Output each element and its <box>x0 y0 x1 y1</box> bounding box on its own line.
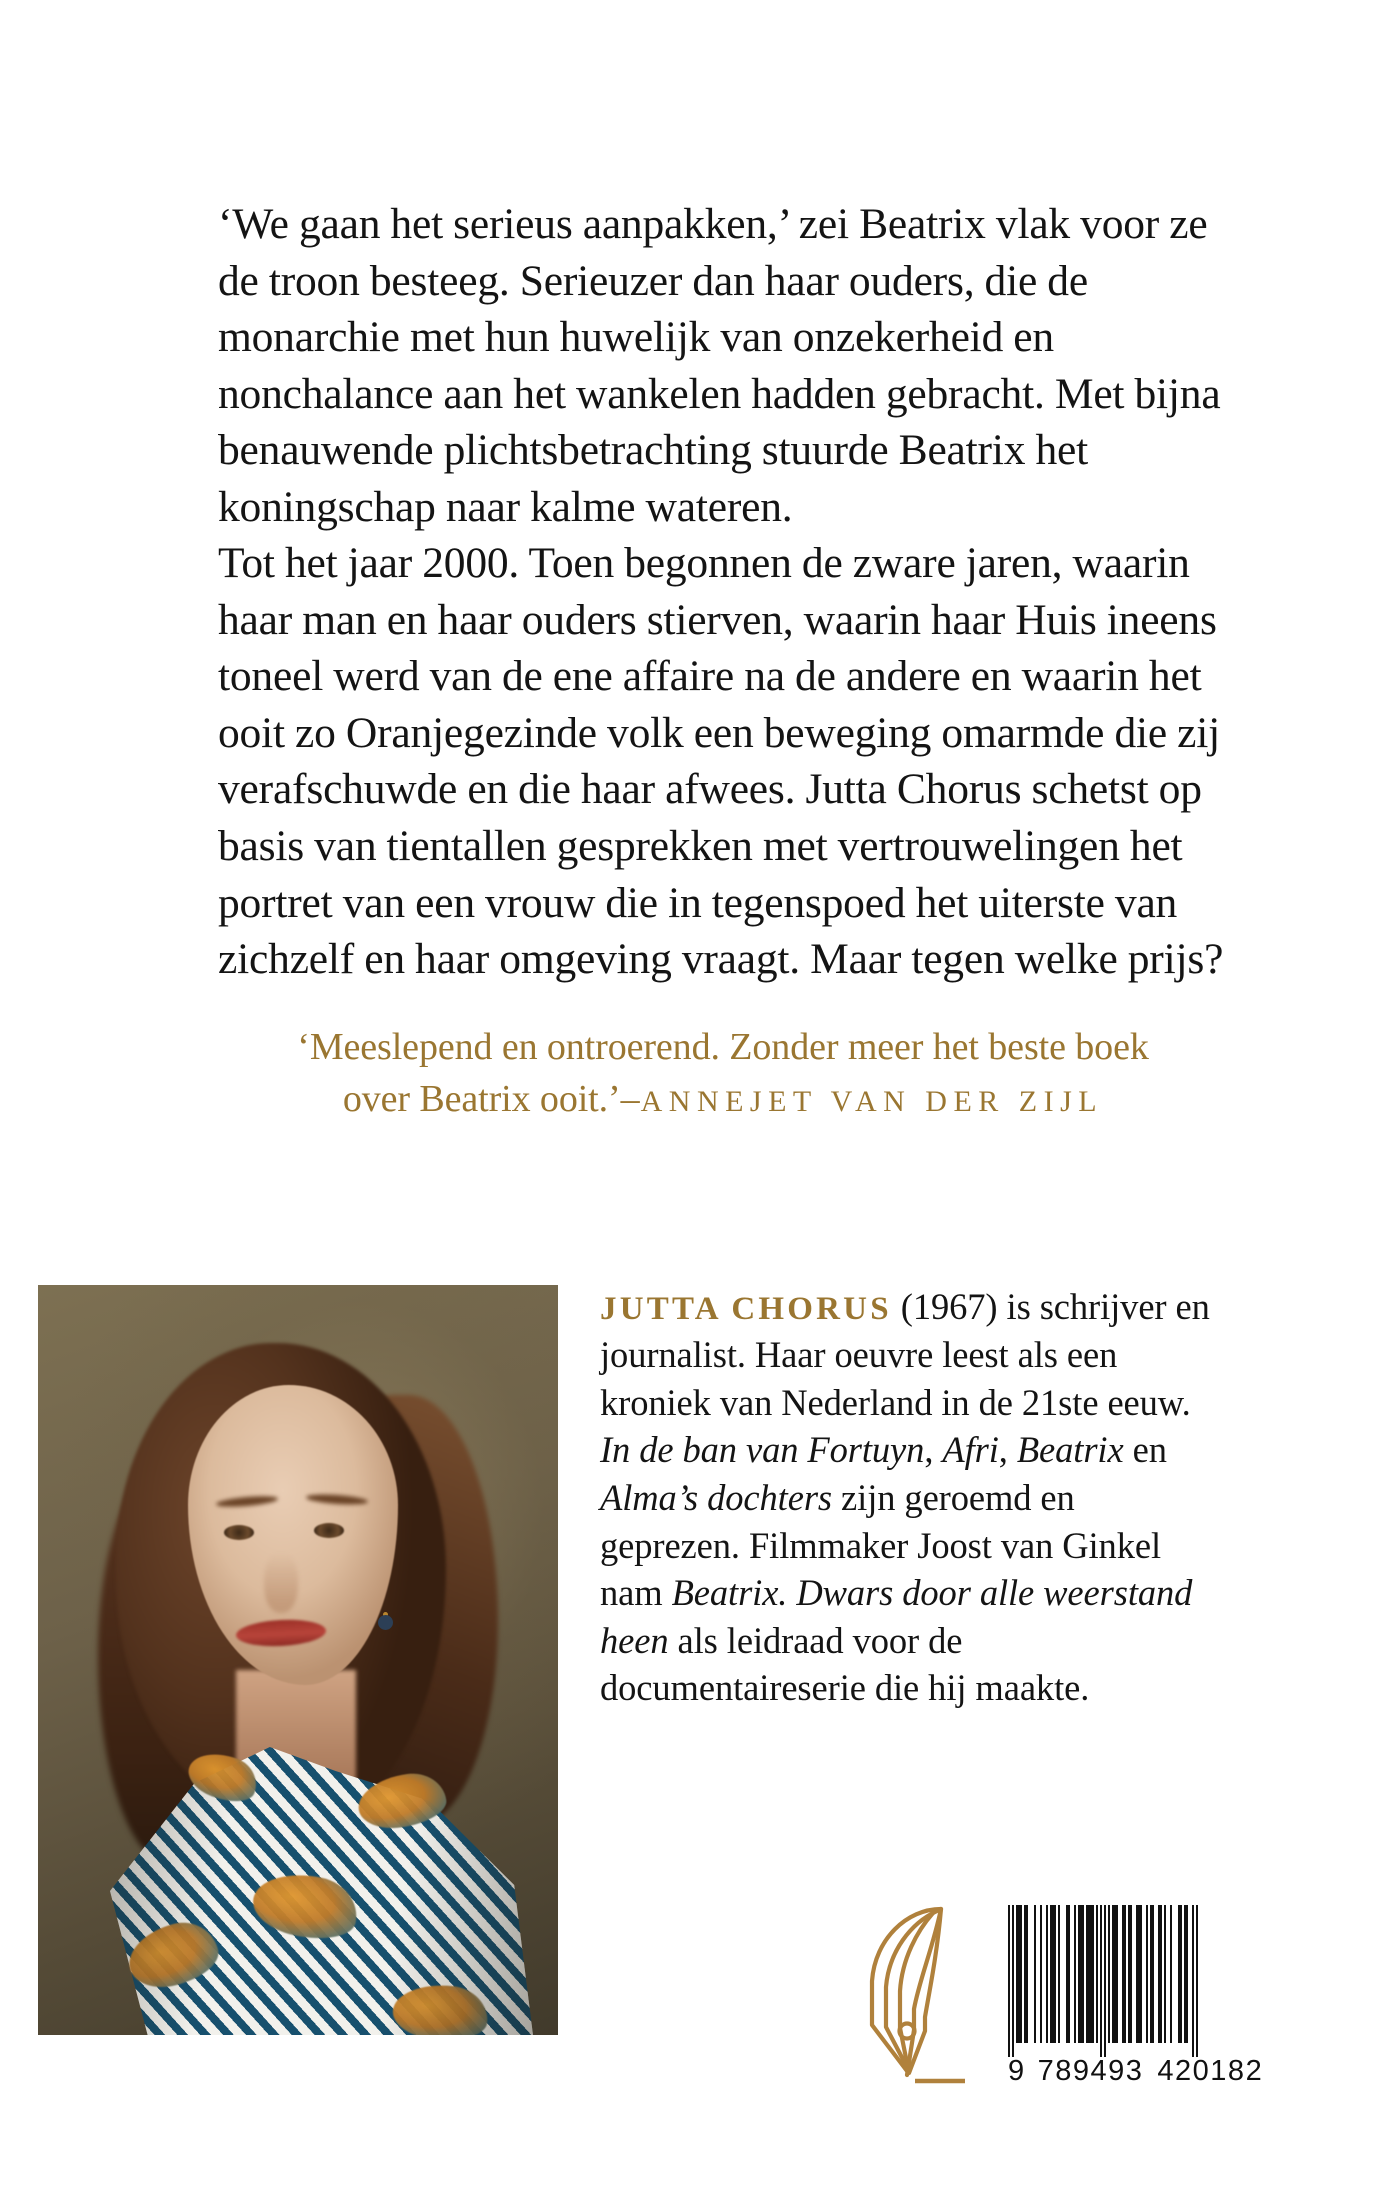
blurb-paragraph-2: Tot het jaar 2000. Toen begonnen de zware jaren, waarin haar man en haar ouders stierven, waarin haar Huis ineens toneel werd van de ene affaire na de andere en waarin het ooit zo Oranjegezinde volk een beweging omarmde die zij verafschuwde en die haar afwees. Jutta Chorus schetst op basis van tientallen gesprekken met vertrouwelingen het portret van een vrouw die in tegenspoed het uiterste van zichzelf en haar omgeving vraagt. Maar tegen welke prijs? <box>218 539 1224 984</box>
portrait-earring <box>378 1615 393 1630</box>
blurb-section <box>218 196 1228 988</box>
barcode-bar <box>1196 1905 1198 2057</box>
pull-quote-line-2-text: over Beatrix ooit.’ <box>342 1077 621 1120</box>
barcode-group-2: 420182 <box>1157 2055 1264 2087</box>
isbn-barcode <box>1008 1905 1264 2088</box>
blurb-paragraph-1: ‘We gaan het serieus aanpakken,’ zei Beatrix vlak voor ze de troon besteeg. Serieuzer dan haar ouders, die de monarchie met hun huwelijk van onzekerheid en nonchalance aan het wankelen hadden gebracht. Met bijna benauwende plichtsbetrachting stuurde Beatrix het koningschap naar kalme wateren. <box>218 200 1221 531</box>
pull-quote-dash: – <box>620 1077 641 1120</box>
book-title-5: Beatrix. Dwars door alle weerstand heen <box>600 1572 1193 1661</box>
author-bio-section <box>600 1283 1220 1712</box>
author-bio-text <box>600 1283 1220 1712</box>
book-title-4: Alma’s dochters <box>600 1476 833 1518</box>
pull-quote-attribution: ANNEJET VAN DER ZIJL <box>640 1084 1104 1118</box>
author-bio-text-2: en <box>1123 1429 1167 1471</box>
portrait-eye-left <box>224 1525 254 1540</box>
barcode-digits <box>1008 2055 1264 2088</box>
book-title-2: Afri <box>942 1429 999 1471</box>
barcode-group-1: 789493 <box>1037 2055 1144 2087</box>
bio-separator-1: , <box>924 1429 943 1471</box>
author-bio-text-4: als leidraad voor de documentaireserie die hij maakte. <box>600 1619 1090 1709</box>
barcode-lead-digit: 9 <box>1008 2055 1026 2087</box>
author-bio-text-1: is schrijver en journalist. Haar oeuvre leest als een kroniek van Nederland in de 21ste eeuw. <box>600 1286 1210 1423</box>
quill-feather-icon <box>845 1885 975 2095</box>
author-portrait-photo <box>38 1285 558 2035</box>
author-name: JUTTA CHORUS <box>600 1291 892 1327</box>
book-title-3: Beatrix <box>1016 1429 1124 1471</box>
barcode-bar <box>1086 1905 1094 2043</box>
bio-separator-2: , <box>998 1429 1017 1471</box>
pull-quote-line-1: ‘Meeslepend en ontroerend. Zonder meer het beste boek <box>297 1026 1149 1068</box>
portrait-nose <box>264 1553 298 1613</box>
portrait-eye-right <box>314 1523 344 1538</box>
publisher-logo <box>845 1885 975 2095</box>
pull-quote <box>218 1022 1228 1125</box>
barcode-bars <box>1008 1905 1248 2057</box>
author-birth-year: (1967) <box>900 1286 998 1327</box>
book-title-1: In de ban van Fortuyn <box>600 1429 925 1471</box>
pull-quote-line-2 <box>218 1074 1228 1126</box>
author-bio-text-3: zijn geroemd en geprezen. Filmmaker Joost van Ginkel nam <box>600 1476 1161 1614</box>
